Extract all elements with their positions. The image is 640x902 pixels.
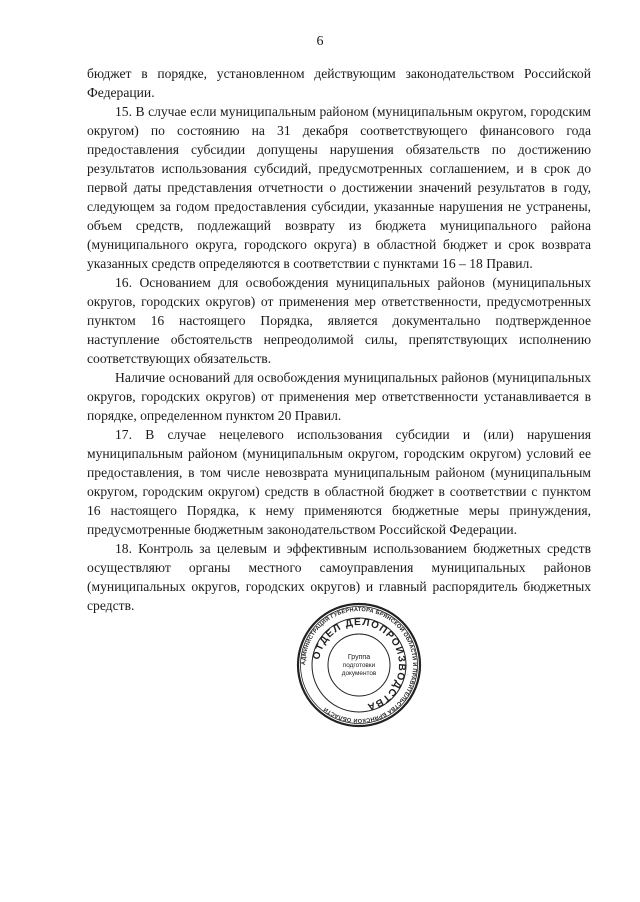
paragraph-18: 18. Контроль за целевым и эффективным использованием бюджетных средств осуществляют органы местного самоуправления муниципальных районов (муниципальных округов, городских округов) и главный распорядитель бюджетных средств. (87, 541, 591, 613)
document-body (87, 64, 591, 615)
paragraph-continuation: бюджет в порядке, установленном действующим законодательством Российской Федерации. (87, 66, 591, 100)
paragraph-17: 17. В случае нецелевого использования субсидии и (или) нарушения муниципальным районом (муниципальным округом, городским округом) условий ее предоставления, в том числе невозврата муниципальным районом (муниципальным округом, городским округом) средств в областной бюджет в соответствии с пунктом 16 настоящего Порядка, к нему применяются бюджетные меры принуждения, предусмотренные бюджетным законодательством Российской Федерации. (87, 427, 591, 537)
paragraph-16-note: Наличие оснований для освобождения муниципальных районов (муниципальных округов, городских округов) от применения мер ответственности устанавливается в порядке, определенном пунктом 20 Правил. (87, 370, 591, 423)
stamp-seal-icon (296, 602, 422, 728)
stamp-center-line-1: Группа (347, 654, 371, 661)
paragraph-15: 15. В случае если муниципальным районом (муниципальным округом, городским округом) по состоянию на 31 декабря соответствующего финансового года предоставления субсидии допущены нарушения обязательств по достижению результатов использования субсидий, предусмотренных соглашением, и в срок до первой даты представления отчетности о достижении значений результатов в году, следующем за годом предоставления субсидии, указанные нарушения не устранены, объем средств, подлежащий возврату из бюджета муниципального района (муниципального округа, городского округа) в областной бюджет и срок возврата указанных средств определяются в соответствии с пунктами 16 – 18 Правил. (87, 104, 591, 271)
stamp-inner-text: ОТДЕЛ ДЕЛОПРОИЗВОДСТВА (311, 616, 408, 713)
page-number: 6 (316, 34, 324, 49)
paragraph-16: 16. Основанием для освобождения муниципальных районов (муниципальных округов, городских округов) от применения мер ответственности, предусмотренных пунктом 16 настоящего Порядка, является документально подтвержденное наступление обстоятельств непреодолимой силы, препятствующих исполнению соответствующих обязательств. (87, 275, 591, 366)
stamp-center-line-3: документов (341, 670, 377, 677)
stamp-outer-text: АДМИНИСТРАЦИЯ ГУБЕРНАТОРА БРЯНСКОЙ ОБЛАСТИ И ПРАВИТЕЛЬСТВА БРЯНСКОЙ ОБЛАСТИ (300, 606, 418, 724)
official-stamp (296, 602, 422, 728)
stamp-center-line-2: подготовки (342, 662, 376, 669)
